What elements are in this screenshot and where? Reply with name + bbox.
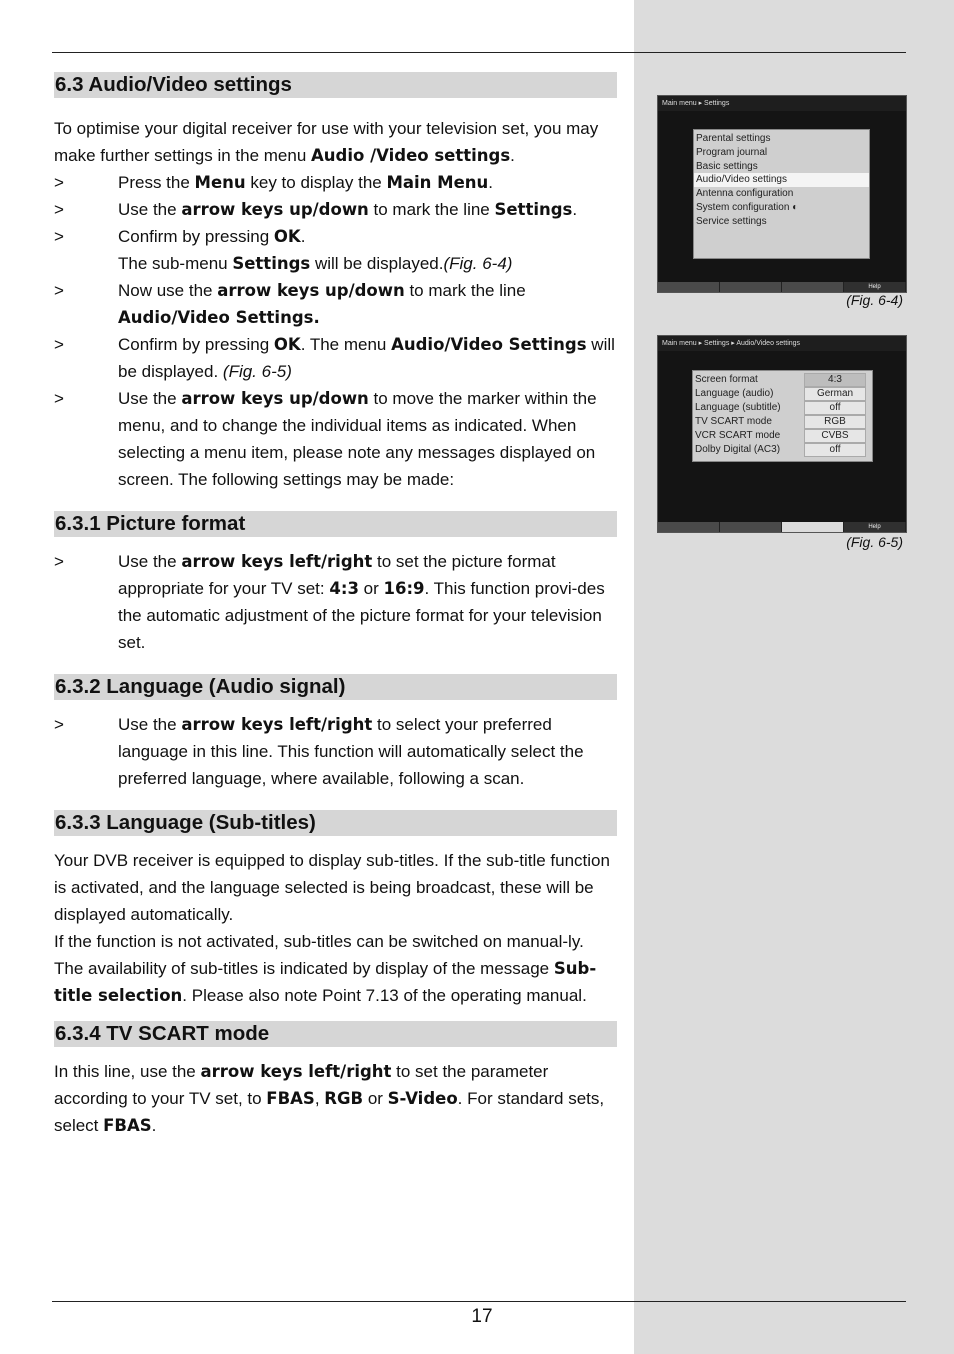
help-key: Help — [844, 522, 906, 532]
red-key — [658, 522, 720, 532]
menu-item: Basic settings — [696, 160, 758, 172]
red-key — [658, 282, 720, 292]
step-item: > Confirm by pressing OK. — [54, 227, 306, 246]
step-item: > Use the arrow keys left/right to set the picture format appropriate for your TV set: 4:3 or 16:9. This function provi-des the automatic adjustment of the picture format for your television set. — [54, 552, 605, 652]
step-item: > Confirm by pressing OK. The menu Audio/Video Settings will be displayed. (Fig. 6-5) — [54, 335, 615, 381]
heading-6-3-3: 6.3.3 Language (Sub-titles) — [54, 810, 617, 836]
green-key — [720, 282, 782, 292]
step-continuation: The sub-menu Settings will be displayed.(Fig. 6-4) — [118, 254, 513, 273]
setting-row: Language (subtitle) off — [693, 401, 872, 415]
setting-row: VCR SCART mode CVBS — [693, 429, 872, 443]
intro-paragraph: To optimise your digital receiver for use with your television set, you may make further settings in the menu Audio /Video settings. — [54, 119, 599, 165]
breadcrumb: Main menu ▸ Settings — [658, 96, 906, 111]
heading-6-3-1: 6.3.1 Picture format — [54, 511, 617, 537]
menu-item: Program journal — [696, 146, 768, 158]
page-number: 17 — [471, 1306, 493, 1327]
setting-value: off — [804, 443, 866, 457]
yellow-key — [782, 282, 844, 292]
menu-item: Antenna configuration — [696, 188, 794, 200]
heading-6-3: 6.3 Audio/Video settings — [54, 72, 617, 98]
bottom-rule — [52, 1301, 906, 1302]
step-item: > Use the arrow keys up/down to move the marker within the menu, and to change the individual items as indicated. When selecting a menu item, please note any messages displayed on screen. The following settings may be made: — [54, 389, 597, 489]
setting-value: RGB — [804, 415, 866, 429]
setting-value: CVBS — [804, 429, 866, 443]
heading-6-3-4: 6.3.4 TV SCART mode — [54, 1021, 617, 1047]
setting-row: Language (audio) German — [693, 387, 872, 401]
setting-row: TV SCART mode RGB — [693, 415, 872, 429]
setting-row: Screen format 4:3 — [693, 373, 872, 387]
subtitle-paragraph-1: Your DVB receiver is equipped to display sub-titles. If the sub-title function is activated, and the language selected is being broadcast, these will be displayed automatically. — [54, 851, 610, 924]
scart-paragraph: In this line, use the arrow keys left/right to set the parameter according to your TV set, to FBAS, RGB or S-Video. For standard sets, select FBAS. — [54, 1062, 605, 1135]
tv-screen-audio-video — [657, 335, 907, 533]
tv-screen-settings — [657, 95, 907, 293]
figure-caption: (Fig. 6-4) — [846, 292, 903, 308]
audio-video-menu — [692, 370, 873, 462]
color-key-bar — [658, 522, 906, 532]
green-key — [720, 522, 782, 532]
step-item: > Use the arrow keys up/down to mark the line Settings. — [54, 200, 578, 219]
figure-caption: (Fig. 6-5) — [846, 534, 903, 550]
color-key-bar — [658, 282, 906, 292]
setting-value: off — [804, 401, 866, 415]
step-item: > Now use the arrow keys up/down to mark the line Audio/Video Settings. — [54, 281, 526, 327]
menu-item-selected: Audio/Video settings — [694, 173, 869, 187]
menu-item: Parental settings — [696, 133, 771, 144]
breadcrumb: Main menu ▸ Settings ▸ Audio/Video settings — [658, 336, 906, 351]
menu-item: Service settings — [696, 215, 767, 227]
heading-6-3-2: 6.3.2 Language (Audio signal) — [54, 674, 617, 700]
step-item: > Press the Menu key to display the Main Menu. — [54, 173, 494, 192]
setting-value: German — [804, 387, 866, 401]
setting-row: Dolby Digital (AC3) off — [693, 443, 872, 457]
setting-value: 4:3 — [804, 373, 866, 387]
main-text-column — [54, 72, 617, 1139]
top-rule — [52, 52, 906, 53]
subtitle-paragraph-2: If the function is not activated, sub-titles can be switched on manual-ly. The availability of sub-titles is indicated by display of the message Sub-title selection. Please also note Point 7.13 of the operating manual. — [54, 932, 597, 1005]
help-key: Help — [844, 282, 906, 292]
settings-menu — [693, 129, 870, 259]
yellow-key — [782, 522, 844, 532]
menu-item: System configuration ◐ — [696, 201, 799, 213]
step-item: > Use the arrow keys left/right to select your preferred language in this line. This function will automatically select the preferred language, where available, following a scan. — [54, 715, 584, 788]
